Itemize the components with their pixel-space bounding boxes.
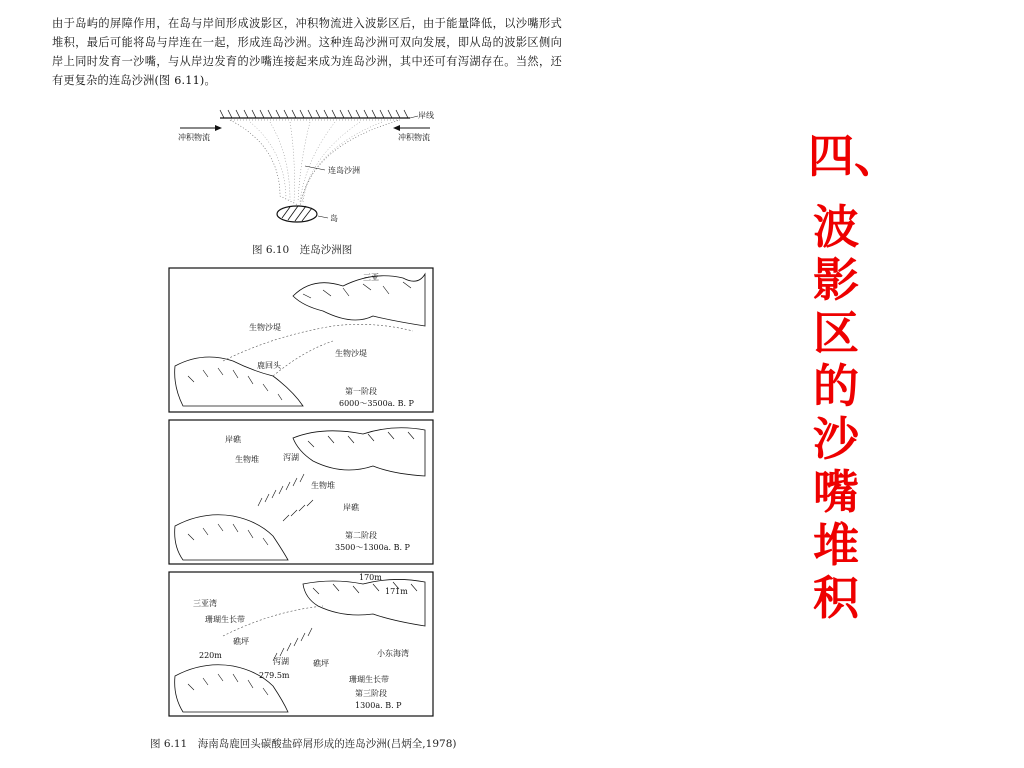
slide-title-char: 波 bbox=[813, 200, 859, 254]
p3-label-279m: 279.5m bbox=[259, 671, 290, 680]
flow-right-label: 冲积物流 bbox=[398, 133, 430, 142]
slide-title-char: 的 bbox=[813, 359, 859, 413]
p3-label-sanya-bay: 三亚湾 bbox=[193, 599, 217, 608]
p3-label-170m: 170m bbox=[359, 573, 382, 582]
panel-stage-3 bbox=[169, 572, 433, 716]
panel-stage-1 bbox=[169, 268, 433, 412]
figure-6-10 bbox=[160, 106, 450, 256]
figure-6-11-caption: 图 6.11 海南岛鹿回头碳酸盐碎屑形成的连岛沙洲(吕炳全,1978) bbox=[150, 738, 457, 750]
slide-title-char: 嘴 bbox=[813, 465, 859, 519]
p3-stage: 第三阶段 bbox=[355, 689, 387, 698]
island-label: 岛 bbox=[330, 214, 338, 223]
slide-title-char: 影 bbox=[813, 253, 859, 307]
p2-label-bio-pile-1: 生物堆 bbox=[235, 455, 259, 464]
panel-stage-2 bbox=[169, 420, 433, 564]
p3-label-220m: 220m bbox=[199, 651, 222, 660]
p3-age: 1300a. B. P bbox=[355, 701, 402, 710]
p2-label-bio-pile-2: 生物堆 bbox=[311, 481, 335, 490]
p2-stage: 第二阶段 bbox=[345, 531, 377, 540]
shoreline-label: 岸线 bbox=[418, 111, 434, 120]
p3-label-coral-belt-1: 珊瑚生长带 bbox=[205, 615, 245, 624]
p3-label-reef-flat-1: 礁坪 bbox=[233, 637, 249, 646]
flow-left-label: 冲积物流 bbox=[178, 133, 210, 142]
paragraph-text: 由于岛屿的屏障作用，在岛与岸间形成波影区，冲积物流进入波影区后，由于能量降低，以沙嘴形式堆积，最后可能将岛与岸连在一起，形成连岛沙洲。这种连岛沙洲可双向发展，即从岛的波影区侧向岸上同时发育一沙嘴，与从岸边发育的沙嘴连接起来成为连岛沙洲，其中还可有泻湖存在。当然，还有更复杂的连岛沙洲(图 6.11)。 bbox=[52, 17, 562, 87]
slide-title-char: 积 bbox=[813, 571, 859, 625]
p3-label-lagoon: 泻湖 bbox=[273, 657, 289, 666]
p1-label-bio-bar-1: 生物沙堤 bbox=[249, 323, 281, 332]
p2-label-reef-1: 岸礁 bbox=[225, 435, 241, 444]
tombolo-label: 连岛沙洲 bbox=[328, 166, 360, 175]
p2-label-lagoon: 泻湖 bbox=[283, 453, 299, 462]
p1-label-sanya: 三亚 bbox=[363, 273, 379, 282]
slide-title bbox=[808, 129, 900, 625]
slide-title-text bbox=[808, 201, 864, 625]
slide-title-number: 四、 bbox=[808, 129, 900, 183]
figure-6-11 bbox=[163, 266, 443, 721]
slide-title-char: 区 bbox=[813, 306, 859, 360]
p3-label-xiaodonghai: 小东海湾 bbox=[377, 649, 409, 658]
figure-6-10-caption: 图 6.10 连岛沙洲图 bbox=[252, 244, 353, 256]
p1-label-luhuitou: 鹿回头 bbox=[257, 361, 281, 370]
p3-label-coral-belt-2: 珊瑚生长带 bbox=[349, 675, 389, 684]
p1-stage: 第一阶段 bbox=[345, 387, 377, 396]
p2-age: 3500～1300a. B. P bbox=[335, 543, 410, 552]
body-paragraph bbox=[52, 14, 562, 90]
slide-title-char: 堆 bbox=[813, 518, 859, 572]
p1-age: 6000～3500a. B. P bbox=[339, 399, 414, 408]
p1-label-bio-bar-2: 生物沙堤 bbox=[335, 349, 367, 358]
p3-label-reef-flat-2: 礁坪 bbox=[313, 659, 329, 668]
slide-title-char: 沙 bbox=[813, 412, 859, 466]
p3-label-171m: 171m bbox=[385, 587, 408, 596]
p2-label-reef-2: 岸礁 bbox=[343, 503, 359, 512]
